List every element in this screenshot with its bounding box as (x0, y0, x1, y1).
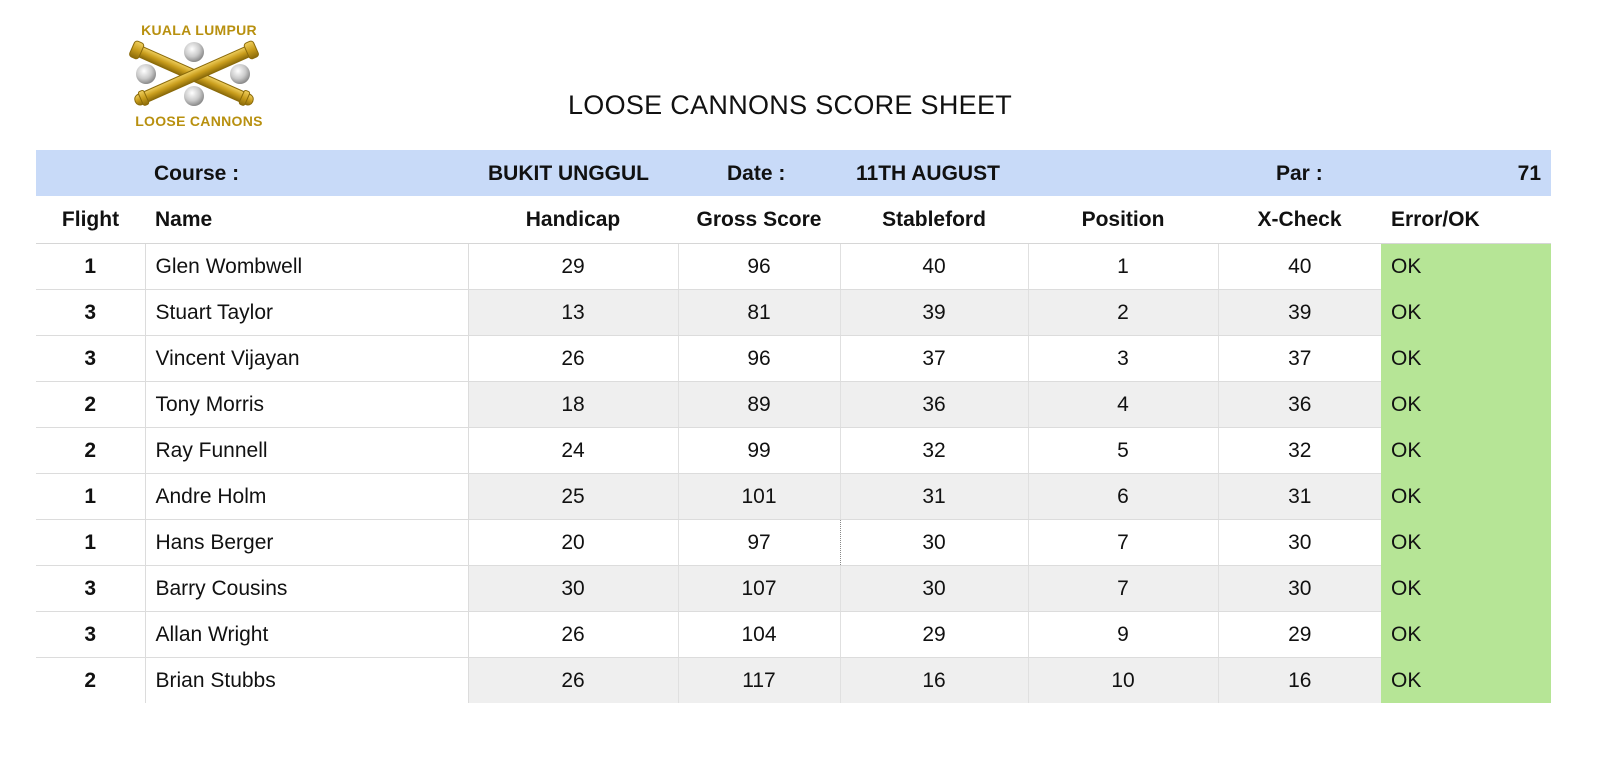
name-cell: Stuart Taylor (145, 290, 468, 336)
xcheck-cell: 39 (1218, 290, 1381, 336)
position-cell: 7 (1028, 566, 1218, 612)
gross-cell: 89 (678, 382, 840, 428)
handicap-cell: 24 (468, 428, 678, 474)
stableford-cell: 36 (840, 382, 1028, 428)
col-header-status: Error/OK (1381, 197, 1551, 244)
stableford-cell: 29 (840, 612, 1028, 658)
flight-cell: 1 (36, 520, 145, 566)
page-title (0, 90, 1600, 121)
col-header-position: Position (1028, 197, 1218, 244)
handicap-cell: 26 (468, 336, 678, 382)
position-cell: 3 (1028, 336, 1218, 382)
table-row (36, 336, 1551, 382)
stableford-cell: 16 (840, 658, 1028, 704)
gross-cell: 101 (678, 474, 840, 520)
logo-bottom-text: LOOSE CANNONS (135, 113, 263, 129)
flight-cell: 2 (36, 428, 145, 474)
gross-cell: 99 (678, 428, 840, 474)
name-cell: Vincent Vijayan (145, 336, 468, 382)
name-cell: Brian Stubbs (145, 658, 468, 704)
handicap-cell: 20 (468, 520, 678, 566)
name-cell: Andre Holm (145, 474, 468, 520)
stableford-cell: 30 (840, 566, 1028, 612)
xcheck-cell: 32 (1218, 428, 1381, 474)
status-cell: OK (1381, 612, 1551, 658)
status-cell: OK (1381, 474, 1551, 520)
flight-cell: 3 (36, 566, 145, 612)
gross-cell: 97 (678, 520, 840, 566)
table-row (36, 566, 1551, 612)
xcheck-cell: 30 (1218, 566, 1381, 612)
par-label: Par : (1276, 162, 1323, 185)
score-table (36, 197, 1551, 703)
gross-cell: 107 (678, 566, 840, 612)
stableford-cell: 39 (840, 290, 1028, 336)
name-cell: Allan Wright (145, 612, 468, 658)
xcheck-cell: 40 (1218, 244, 1381, 290)
table-row (36, 244, 1551, 290)
position-cell: 5 (1028, 428, 1218, 474)
position-cell: 1 (1028, 244, 1218, 290)
status-cell: OK (1381, 428, 1551, 474)
stableford-cell: 40 (840, 244, 1028, 290)
handicap-cell: 30 (468, 566, 678, 612)
position-cell: 10 (1028, 658, 1218, 704)
gross-cell: 117 (678, 658, 840, 704)
status-cell: OK (1381, 244, 1551, 290)
status-cell: OK (1381, 336, 1551, 382)
stableford-cell: 37 (840, 336, 1028, 382)
header-row (36, 197, 1551, 244)
date-label: Date : (727, 162, 786, 185)
flight-cell: 3 (36, 290, 145, 336)
name-cell: Tony Morris (145, 382, 468, 428)
page-title-text: LOOSE CANNONS SCORE SHEET (567, 90, 1013, 120)
xcheck-cell: 16 (1218, 658, 1381, 704)
flight-cell: 1 (36, 474, 145, 520)
handicap-cell: 25 (468, 474, 678, 520)
course-label: Course : (154, 162, 240, 185)
status-cell: OK (1381, 566, 1551, 612)
table-row (36, 520, 1551, 566)
table-row (36, 290, 1551, 336)
xcheck-cell: 31 (1218, 474, 1381, 520)
gross-cell: 96 (678, 244, 840, 290)
name-cell: Ray Funnell (145, 428, 468, 474)
stableford-cell: 30 (840, 520, 1028, 566)
course-value: BUKIT UNGGUL (488, 162, 649, 185)
position-cell: 4 (1028, 382, 1218, 428)
handicap-cell: 26 (468, 612, 678, 658)
flight-cell: 2 (36, 382, 145, 428)
flight-cell: 1 (36, 244, 145, 290)
position-cell: 2 (1028, 290, 1218, 336)
stableford-cell: 32 (840, 428, 1028, 474)
course-info-band (36, 150, 1551, 196)
gross-cell: 96 (678, 336, 840, 382)
handicap-cell: 29 (468, 244, 678, 290)
col-header-stableford: Stableford (840, 197, 1028, 244)
table-row (36, 382, 1551, 428)
name-cell: Barry Cousins (145, 566, 468, 612)
position-cell: 6 (1028, 474, 1218, 520)
xcheck-cell: 36 (1218, 382, 1381, 428)
position-cell: 9 (1028, 612, 1218, 658)
handicap-cell: 26 (468, 658, 678, 704)
position-cell: 7 (1028, 520, 1218, 566)
gross-cell: 81 (678, 290, 840, 336)
name-cell: Glen Wombwell (145, 244, 468, 290)
logo-top-text: KUALA LUMPUR (141, 22, 257, 38)
name-cell: Hans Berger (145, 520, 468, 566)
handicap-cell: 13 (468, 290, 678, 336)
status-cell: OK (1381, 290, 1551, 336)
xcheck-cell: 30 (1218, 520, 1381, 566)
handicap-cell: 18 (468, 382, 678, 428)
par-value: 71 (1517, 162, 1541, 185)
flight-cell: 2 (36, 658, 145, 704)
xcheck-cell: 37 (1218, 336, 1381, 382)
status-cell: OK (1381, 520, 1551, 566)
table-row (36, 658, 1551, 704)
col-header-gross: Gross Score (678, 197, 840, 244)
col-header-name: Name (145, 197, 468, 244)
table-row (36, 612, 1551, 658)
status-cell: OK (1381, 382, 1551, 428)
table-row (36, 428, 1551, 474)
status-cell: OK (1381, 658, 1551, 704)
stableford-cell: 31 (840, 474, 1028, 520)
flight-cell: 3 (36, 336, 145, 382)
table-row (36, 474, 1551, 520)
gross-cell: 104 (678, 612, 840, 658)
xcheck-cell: 29 (1218, 612, 1381, 658)
col-header-flight: Flight (36, 197, 145, 244)
date-value: 11TH AUGUST (856, 162, 1000, 185)
col-header-xcheck: X-Check (1218, 197, 1381, 244)
flight-cell: 3 (36, 612, 145, 658)
col-header-handicap: Handicap (468, 197, 678, 244)
